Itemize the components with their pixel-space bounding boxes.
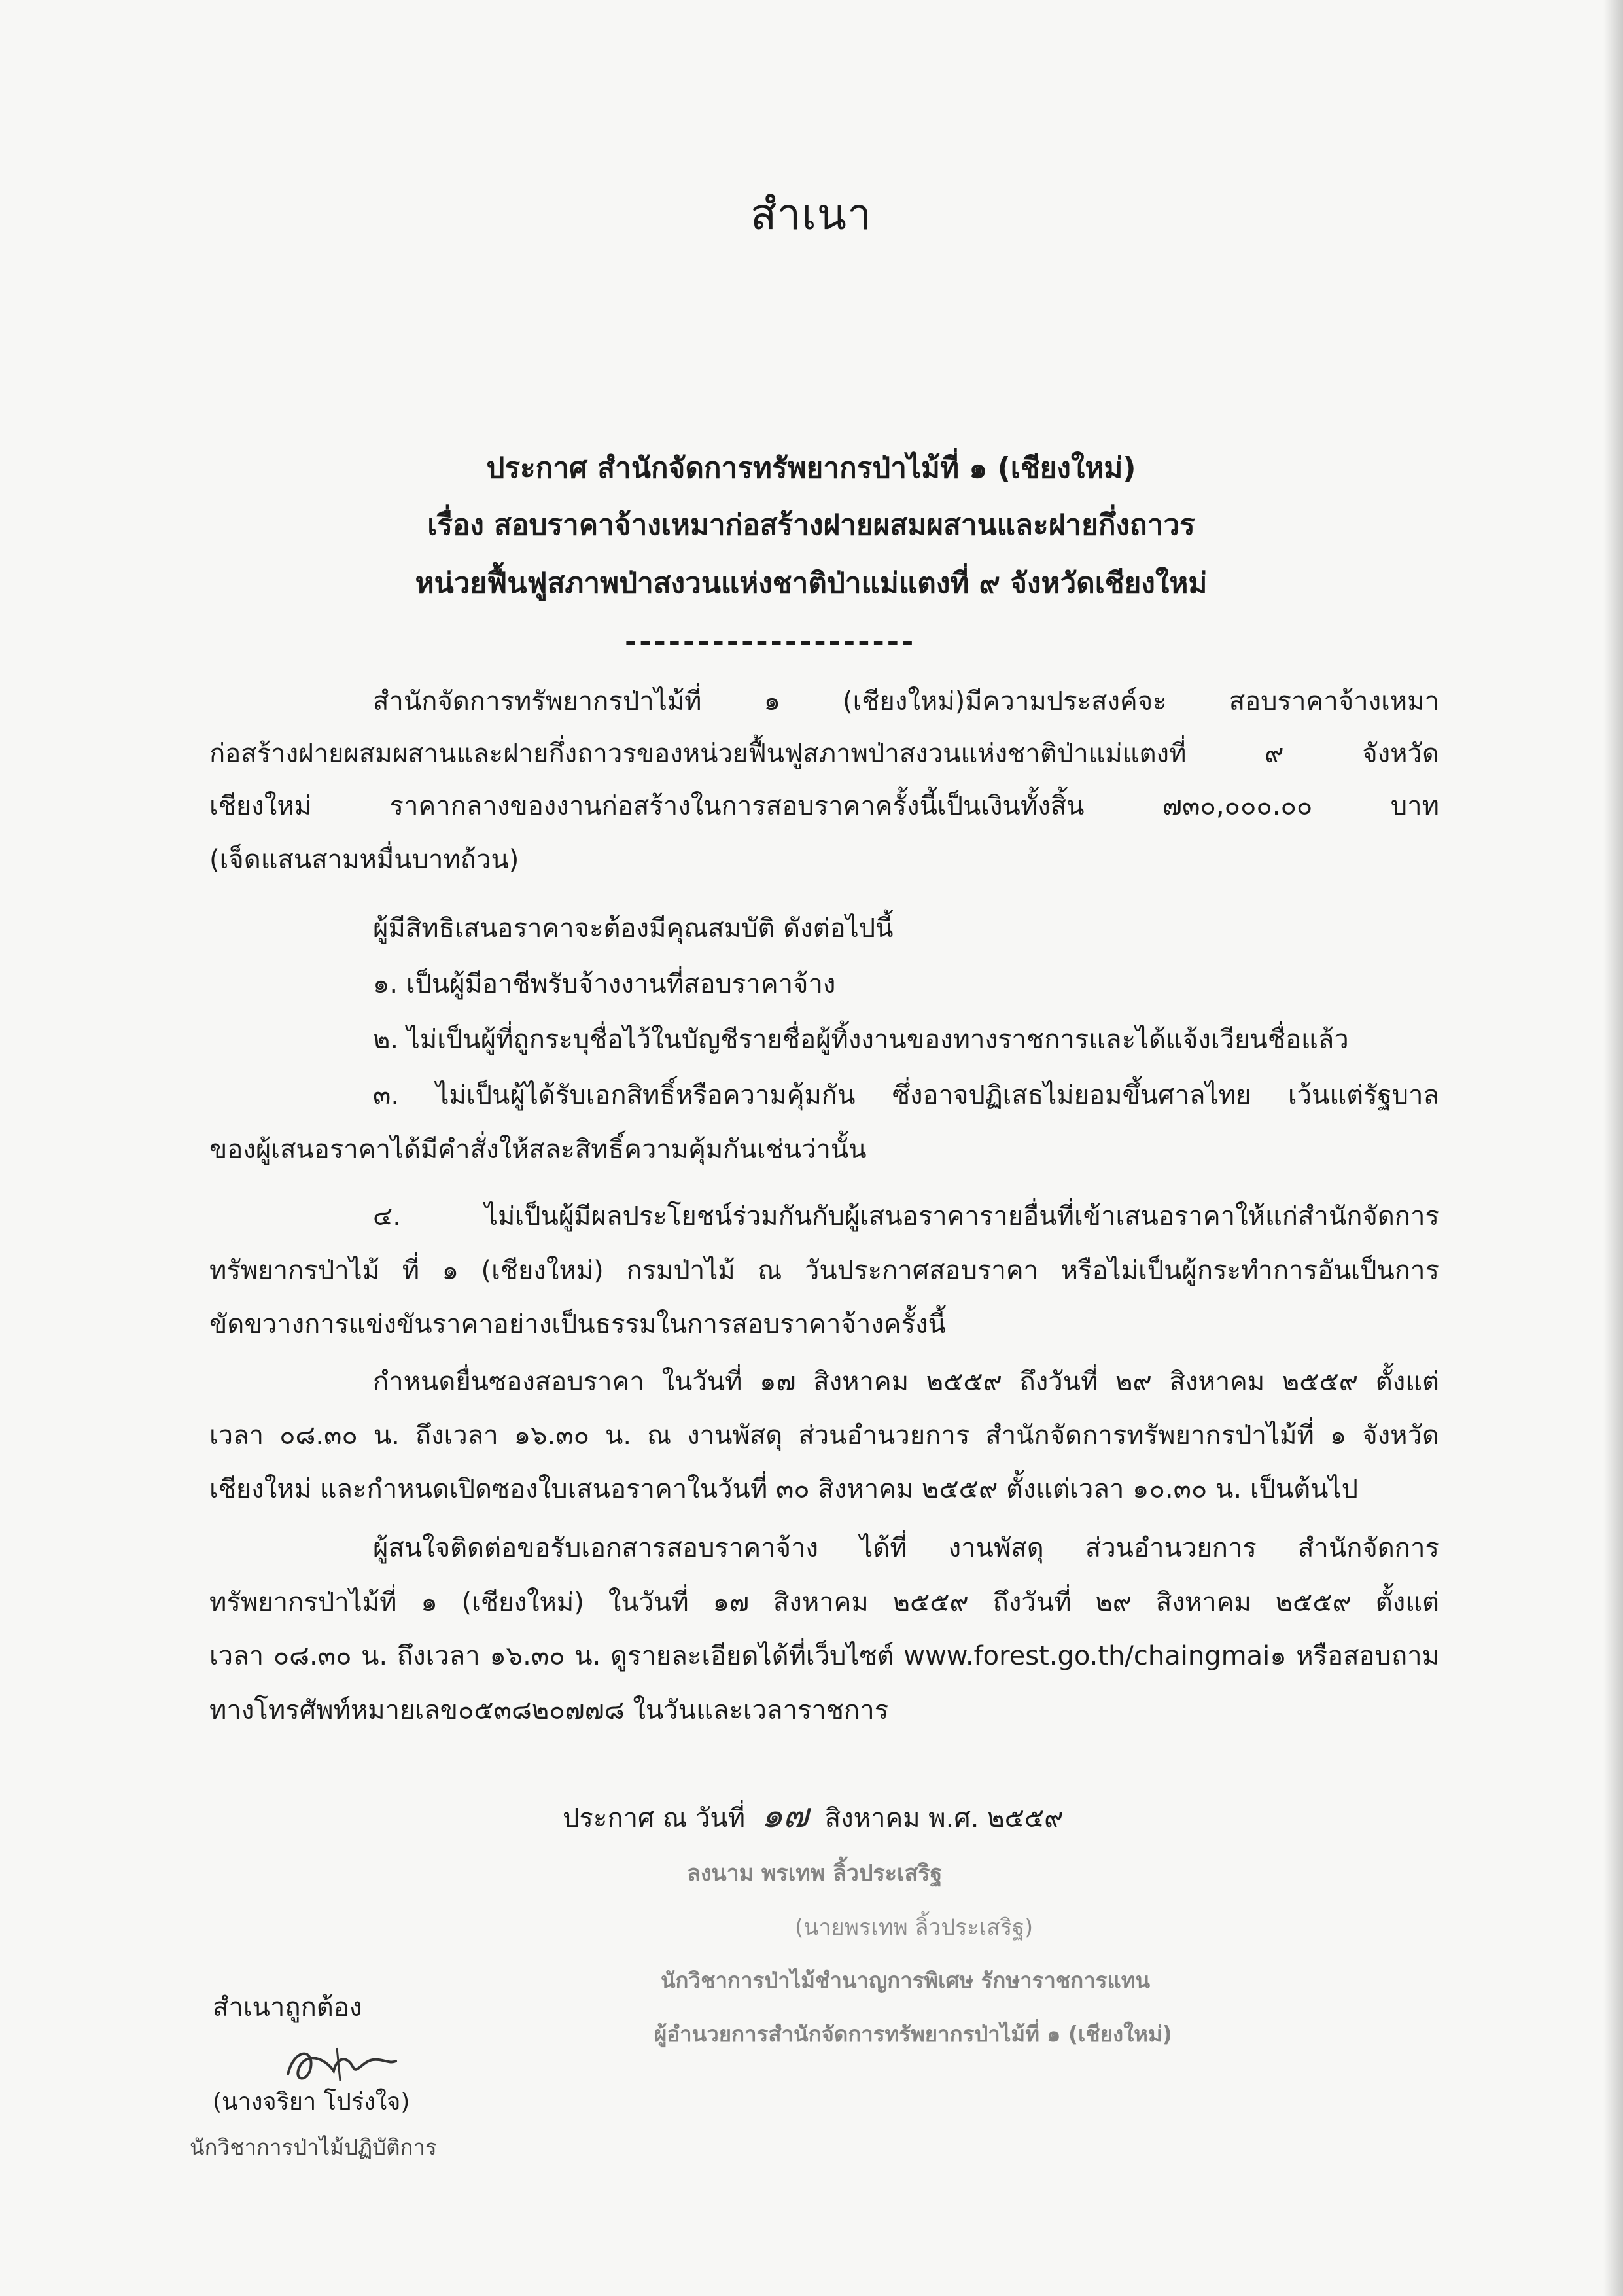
qualification-4-line-2: ทรัพยากรป่าไม้ ที่ ๑ (เชียงใหม่) กรมป่าไม้ ณ วันประกาศสอบราคา หรือไม่เป็นผู้กระทำการอันเป็นการ [209, 1256, 1439, 1286]
documents-line-3: เวลา ๐๘.๓๐ น. ถึงเวลา ๑๖.๓๐ น. ดูรายละเอียดได้ที่เว็บไซต์ www.forest.go.th/chaingmai๑ หรือสอบถาม [209, 1641, 1439, 1671]
announcement-unit: หน่วยฟื้นฟูสภาพป่าสงวนแห่งชาติป่าแม่แตงที่ ๙ จังหวัดเชียงใหม่ [415, 567, 1208, 600]
qualification-3-line-2: ของผู้เสนอราคาได้มีคำสั่งให้สละสิทธิ์ความคุ้มกันเช่นว่านั้น [209, 1135, 867, 1165]
documents-line-2: ทรัพยากรป่าไม้ที่ ๑ (เชียงใหม่) ในวันที่ ๑๗ สิงหาคม ๒๕๕๙ ถึงวันที่ ๒๙ สิงหาคม ๒๕๕๙ ตั้งแต่ [209, 1587, 1439, 1617]
intro-line-1: สำนักจัดการทรัพยากรป่าไม้ที่ ๑ (เชียงใหม่)มีความประสงค์จะ สอบราคาจ้างเหมา [373, 686, 1439, 716]
documents-line-4: ทางโทรศัพท์หมายเลข๐๕๓๘๒๐๗๗๘ ในวันและเวลาราชการ [209, 1695, 889, 1725]
date-suffix: สิงหาคม พ.ศ. ๒๕๕๙ [824, 1803, 1064, 1833]
certified-copy-label: สำเนาถูกต้อง [213, 1992, 362, 2022]
qualification-4-line-3: ขัดขวางการแข่งขันราคาอย่างเป็นธรรมในการสอบราคาจ้างครั้งนี้ [209, 1309, 946, 1339]
submission-line-1: กำหนดยื่นซองสอบราคา ในวันที่ ๑๗ สิงหาคม ๒๕๕๙ ถึงวันที่ ๒๙ สิงหาคม ๒๕๕๙ ตั้งแต่ [373, 1367, 1439, 1397]
intro-line-4: (เจ็ดแสนสามหมื่นบาทถ้วน) [209, 845, 519, 875]
signed-line: ลงนาม พรเทพ ลิ้วประเสริฐ [687, 1860, 943, 1886]
qualification-3-line-1: ๓. ไม่เป็นผู้ได้รับเอกสิทธิ์หรือความคุ้มกัน ซึ่งอาจปฏิเสธไม่ยอมขึ้นศาลไทย เว้นแต่รัฐบาล [373, 1080, 1439, 1110]
certifier-position: นักวิชาการป่าไม้ปฏิบัติการ [190, 2134, 437, 2160]
intro-line-2: ก่อสร้างฝายผสมผสานและฝายกึ่งถาวรของหน่วยฟื้นฟูสภาพป่าสงวนแห่งชาติป่าแม่แตงที่ ๙ จังหวัด [209, 739, 1439, 769]
submission-line-3: เชียงใหม่ และกำหนดเปิดซองใบเสนอราคาในวันที่ ๓๐ สิงหาคม ๒๕๕๙ ตั้งแต่เวลา ๑๐.๓๐ น. เป็นต้นไป [209, 1474, 1359, 1504]
announcement-heading: ประกาศ สำนักจัดการทรัพยากรป่าไม้ที่ ๑ (เชียงใหม่) [486, 451, 1136, 485]
documents-line-1: ผู้สนใจติดต่อขอรับเอกสารสอบราคาจ้าง ได้ที่ งานพัสดุ ส่วนอำนวยการ สำนักจัดการ [373, 1533, 1439, 1563]
qualification-title: ผู้มีสิทธิเสนอราคาจะต้องมีคุณสมบัติ ดังต่อไปนี้ [373, 913, 894, 944]
copy-mark: สำเนา [750, 189, 873, 239]
qualification-2: ๒. ไม่เป็นผู้ที่ถูกระบุชื่อไว้ในบัญชีรายชื่อผู้ทิ้งงานของทางราชการและได้แจ้งเวียนชื่อแล้ว [373, 1025, 1349, 1055]
signatory-name: (นายพรเทพ ลิ้วประเสริฐ) [795, 1915, 1034, 1941]
qualification-1: ๑. เป็นผู้มีอาชีพรับจ้างงานที่สอบราคาจ้าง [373, 969, 836, 999]
intro-line-3: เชียงใหม่ ราคากลางของงานก่อสร้างในการสอบราคาครั้งนี้เป็นเงินทั้งสิ้น ๗๓๐,๐๐๐.๐๐ บาท [209, 791, 1439, 821]
scan-edge-shadow [1603, 0, 1623, 2296]
handwritten-day: ๑๗ [761, 1796, 809, 1835]
signatory-title-2: ผู้อำนวยการสำนักจัดการทรัพยากรป่าไม้ที่ ๑ (เชียงใหม่) [654, 2021, 1172, 2047]
signatory-title-1: นักวิชาการป่าไม้ชำนาญการพิเศษ รักษาราชการแทน [661, 1968, 1151, 1993]
heading-separator: -------------------- [625, 625, 916, 658]
announcement-date [563, 1788, 1063, 1842]
date-prefix: ประกาศ ณ วันที่ [563, 1803, 746, 1833]
certifier-name: (นางจริยา โปร่งใจ) [213, 2089, 410, 2115]
qualification-4-line-1: ๔. ไม่เป็นผู้มีผลประโยชน์ร่วมกันกับผู้เสนอราคารายอื่นที่เข้าเสนอราคาให้แก่สำนักจัดการ [373, 1201, 1439, 1231]
announcement-subject: เรื่อง สอบราคาจ้างเหมาก่อสร้างฝายผสมผสานและฝายกึ่งถาวร [427, 508, 1195, 542]
submission-line-2: เวลา ๐๘.๓๐ น. ถึงเวลา ๑๖.๓๐ น. ณ งานพัสดุ ส่วนอำนวยการ สำนักจัดการทรัพยากรป่าไม้ที่ ๑ จังหวัด [209, 1421, 1439, 1451]
